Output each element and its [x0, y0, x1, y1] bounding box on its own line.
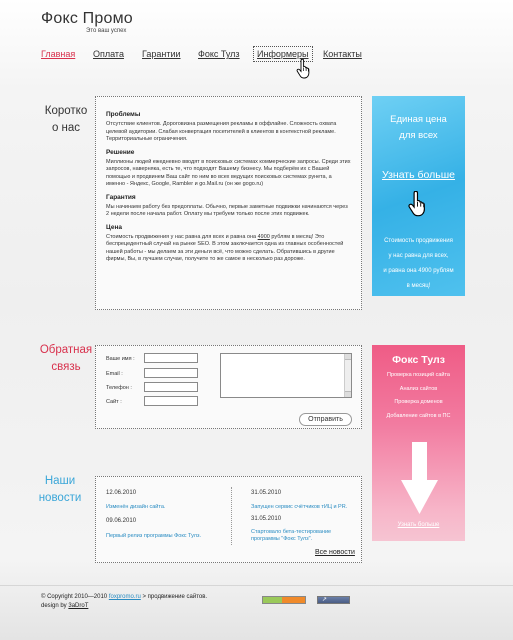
news-link-3[interactable]: Запущен сервис счётчиков тИЦ и PR. [251, 504, 348, 510]
textarea-scrollbar[interactable] [344, 354, 351, 397]
price-promo-banner[interactable] [372, 96, 465, 296]
problems-heading: Проблемы [106, 111, 141, 118]
name-label: Ваше имя : [106, 356, 135, 362]
about-title [38, 103, 94, 137]
solution-text: Миллионы людей ежедневно вводят в поисковых системах коммерческие запросы. Среди этих запросов, наверняка, есть те, что подходят Вашему бизнесу. Мы подберём их с Вашей помощью и продвинем Ваш сайт по ним во всех ведущих поисковых системах рунета, а именно - Яндекс, Google, Rambler и go.Mail.ru (он же gogo.ru) [106, 158, 351, 187]
nav-item-guarantees[interactable]: Гарантии [142, 49, 181, 59]
logo-subtitle: Это ваш успех [86, 28, 127, 34]
designer-link[interactable]: 3aDroT [68, 603, 89, 609]
news-divider [231, 487, 232, 545]
footer-tagline: > продвижение сайтов. [142, 594, 208, 600]
news-date-3: 31.05.2010 [251, 490, 282, 496]
guarantee-heading: Гарантия [106, 193, 136, 201]
logo-title[interactable]: Фокс Промо [41, 10, 133, 27]
nav-item-home[interactable]: Главная [41, 49, 76, 59]
about-panel [95, 96, 362, 310]
hand-cursor-icon [296, 59, 312, 79]
news-date-4: 31.05.2010 [251, 516, 282, 522]
nav-item-informers[interactable]: Информеры [253, 46, 313, 62]
news-date-1: 12.06.2010 [106, 490, 137, 496]
promo-price-line1: Единая цена [390, 114, 447, 125]
promo-tools-cta[interactable]: Узнать больше [397, 522, 440, 528]
counter-arrow-icon: ↗ [322, 596, 328, 603]
price-text-before: Стоимость продвижения у нас равна для всех и равна она [106, 233, 258, 240]
feedback-title-line1: Обратная [39, 344, 93, 356]
promo-tools-item-positions: Проверка позиций сайта [387, 372, 450, 378]
counter-badge-2[interactable] [317, 596, 350, 604]
news-link-4[interactable]: Стартовало бета-тестирование программы "Фокс Тулз". [251, 529, 332, 542]
guarantee-text: Мы начинаем работу без предоплаты. Обычно, первые заметные подвижки начинаются через 2 недели после начала работ. Оплату мы требуем только после этих подвижек. [106, 203, 348, 217]
email-label: Email : [106, 371, 123, 377]
scroll-down-arrow-icon[interactable] [345, 391, 351, 397]
about-title-line1: Коротко [44, 105, 88, 117]
promo-tools-item-analysis: Анализ сайтов [399, 385, 438, 392]
news-title-line2: новости [38, 492, 82, 504]
news-title [38, 473, 82, 507]
promo-tools-item-add-sites: Добавление сайтов в ПС [386, 412, 451, 419]
promo-price-text1: Стоимость продвижения [384, 238, 453, 244]
feedback-title-line2: связь [51, 361, 81, 373]
promo-tools-title: Фокс Тулз [392, 354, 445, 366]
promo-price-cta[interactable]: Узнать больше [382, 169, 455, 181]
footer-design-line [41, 603, 88, 609]
copyright-text: © Copyright 2010—2010 [41, 594, 108, 600]
footer-divider [0, 585, 513, 586]
counter-badge-1[interactable] [262, 596, 306, 604]
email-input[interactable] [144, 368, 198, 378]
news-link-1[interactable]: Изменён дизайн сайта. [106, 504, 166, 510]
down-arrow-icon [401, 442, 438, 514]
promo-price-line2: для всех [399, 130, 438, 141]
problems-text: Отсутствие клиентов. Дороговизна размещения рекламы в оффлайне. Сложность охвата целевой аудитории. Слабая конвертация посетителей в клиентов в контекстной рекламе. Территориальные ограничения. [106, 121, 337, 142]
news-panel [95, 476, 362, 563]
price-heading: Цена [106, 223, 122, 231]
promo-price-text2: у нас равна для всех, [388, 253, 449, 259]
about-title-line2: о нас [51, 122, 81, 134]
fox-tools-promo-banner[interactable] [372, 345, 465, 541]
nav-item-payment[interactable]: Оплата [93, 49, 124, 59]
hand-pointer-icon [407, 191, 429, 217]
submit-button[interactable]: Отправить [299, 413, 352, 426]
phone-label: Телефон : [106, 385, 132, 391]
scroll-up-arrow-icon[interactable] [345, 354, 351, 360]
promo-tools-item-domains: Проверка доменов [394, 399, 443, 405]
footer-copyright-line [41, 594, 207, 600]
footer-site-link[interactable]: foxpromo.ru [108, 594, 141, 600]
news-title-line1: Наши [44, 475, 76, 487]
all-news-link[interactable]: Все новости [315, 549, 355, 556]
price-text [106, 234, 351, 264]
site-label: Сайт : [106, 399, 122, 405]
feedback-panel [95, 345, 362, 429]
nav-item-contacts[interactable]: Контакты [323, 49, 362, 59]
name-input[interactable] [144, 353, 198, 363]
news-date-2: 09.06.2010 [106, 518, 137, 524]
nav-item-fox-tools[interactable]: Фокс Тулз [198, 49, 240, 59]
message-textarea[interactable] [220, 353, 352, 398]
phone-input[interactable] [144, 382, 198, 392]
promo-price-text3: и равна она 4900 рублям [383, 268, 454, 274]
promo-price-text4: в месяц! [406, 283, 431, 289]
price-text-after: рублям в месяц! Это беспрецедентный случай на рынке SEO. В этом заключается одна из главных особенностей нашей работы - мы делаем за эти деньги всё, что можно сделать. Обратившись в другие фирмы, Вы, в лучшем случае, получите то же самое в несколько раз дороже. [106, 233, 344, 262]
feedback-title [36, 342, 96, 376]
site-input[interactable] [144, 396, 198, 406]
solution-heading: Решение [106, 148, 135, 156]
price-amount-link[interactable]: 4900 [257, 233, 270, 240]
design-by-text: design by [41, 603, 67, 609]
news-link-2[interactable]: Первый релиз программы Фокс Тулз. [106, 533, 202, 539]
